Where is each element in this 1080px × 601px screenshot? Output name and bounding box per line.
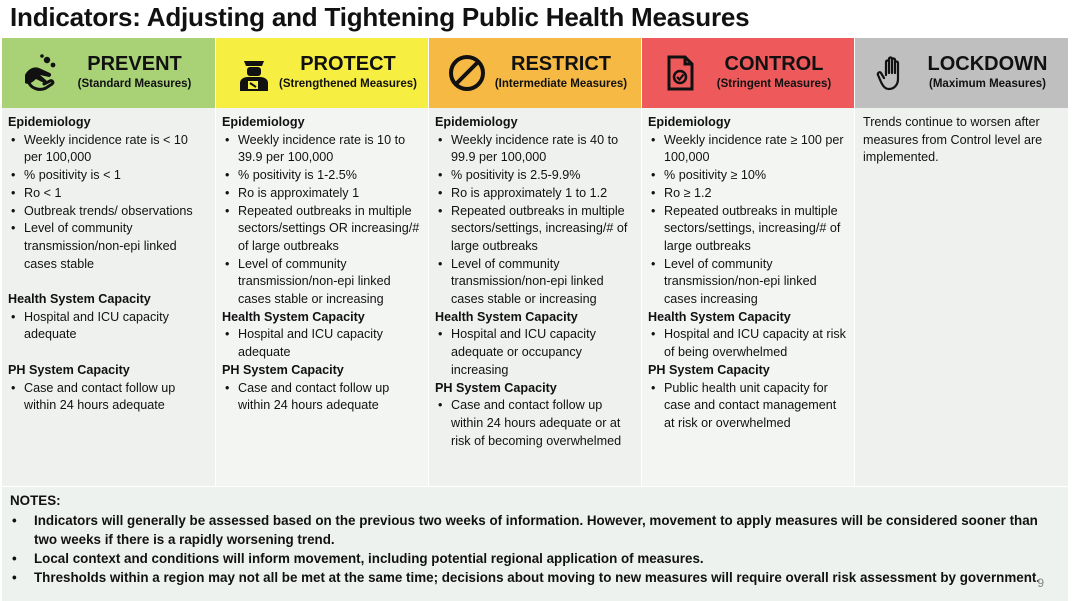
- level-name: CONTROL: [724, 53, 824, 75]
- indicator-table: [2, 38, 1068, 486]
- list-item: • Repeated outbreaks in multiple sectors/settings, increasing/# of large outbreaks: [664, 203, 848, 256]
- section-heading: Epidemiology: [8, 115, 91, 129]
- list-item: • Level of community transmission/non-epi linked cases stable or increasing: [238, 256, 422, 309]
- section-heading: PH System Capacity: [8, 362, 130, 377]
- notes-heading: NOTES:: [10, 493, 61, 508]
- header-restrict: [429, 38, 641, 108]
- criteria-restrict: [429, 108, 641, 486]
- hand-stop-icon: [873, 53, 913, 93]
- list-item: • Hospital and ICU capacity at risk of being overwhelmed: [664, 326, 848, 361]
- page-title: Indicators: Adjusting and Tightening Public Health Measures: [10, 2, 750, 32]
- section-heading: Epidemiology: [222, 115, 305, 129]
- column-protect: [216, 38, 429, 486]
- handwash-icon: [20, 53, 60, 93]
- level-name: PROTECT: [300, 53, 396, 75]
- lockdown-text: Trends continue to worsen after measures from Control level are implemented.: [863, 115, 1043, 165]
- level-subtitle: (Intermediate Measures): [494, 78, 628, 90]
- section-heading: Health System Capacity: [648, 309, 791, 324]
- column-lockdown: [855, 38, 1068, 486]
- document-icon: [660, 53, 700, 93]
- list-item: • Repeated outbreaks in multiple sectors/settings OR increasing/# of large outbreaks: [238, 203, 422, 256]
- criteria-protect: [216, 108, 428, 486]
- column-restrict: [429, 38, 642, 486]
- section-heading: PH System Capacity: [222, 362, 344, 377]
- level-subtitle: (Standard Measures): [77, 78, 192, 90]
- section-heading: Epidemiology: [648, 115, 731, 129]
- notes-section: [2, 487, 1068, 601]
- column-control: [642, 38, 855, 486]
- section-heading: Health System Capacity: [8, 292, 151, 307]
- level-subtitle: (Maximum Measures): [929, 78, 1046, 90]
- list-item: • Weekly incidence rate is 40 to 99.9 per 100,000: [451, 132, 635, 167]
- list-item: • Level of community transmission/non-epi linked cases stable or increasing: [451, 256, 635, 309]
- list-item: • Hospital and ICU capacity adequate: [24, 309, 209, 344]
- list-item: • % positivity is < 1: [24, 167, 209, 185]
- level-name: RESTRICT: [511, 53, 611, 75]
- criteria-lockdown: [855, 108, 1068, 486]
- prohibited-icon: [447, 53, 487, 93]
- criteria-control: [642, 108, 854, 486]
- section-heading: Health System Capacity: [435, 309, 578, 324]
- list-item: • Level of community transmission/non-epi linked cases increasing: [664, 256, 848, 309]
- list-item: • Outbreak trends/ observations: [24, 203, 209, 221]
- level-subtitle: (Strengthened Measures): [278, 78, 418, 90]
- header-protect: [216, 38, 428, 108]
- list-item: • Hospital and ICU capacity adequate: [238, 326, 422, 361]
- list-item: • Ro is approximately 1 to 1.2: [451, 185, 635, 203]
- list-item: • Weekly incidence rate ≥ 100 per 100,000: [664, 132, 848, 167]
- list-item: • Public health unit capacity for case and contact management at risk or overwhelmed: [664, 380, 848, 433]
- criteria-prevent: [2, 108, 215, 486]
- list-item: • Ro < 1: [24, 185, 209, 203]
- officer-icon: [234, 53, 274, 93]
- list-item: • Case and contact follow up within 24 hours adequate: [24, 380, 209, 415]
- page-number: 9: [1037, 576, 1044, 590]
- list-item: • Weekly incidence rate is < 10 per 100,000: [24, 132, 209, 167]
- level-name: PREVENT: [87, 53, 182, 75]
- list-item: • Weekly incidence rate is 10 to 39.9 per 100,000: [238, 132, 422, 167]
- section-heading: Health System Capacity: [222, 309, 365, 324]
- section-heading: PH System Capacity: [435, 380, 557, 395]
- list-item: • Case and contact follow up within 24 hours adequate: [238, 380, 422, 415]
- level-subtitle: (Stringent Measures): [716, 78, 832, 90]
- header-lockdown: [855, 38, 1068, 108]
- list-item: • Repeated outbreaks in multiple sectors/settings, increasing/# of large outbreaks: [451, 203, 635, 256]
- list-item: • Ro ≥ 1.2: [664, 185, 848, 203]
- header-prevent: [2, 38, 215, 108]
- list-item: • Level of community transmission/non-epi linked cases stable: [24, 220, 209, 273]
- note-item: • Indicators will generally be assessed based on the previous two weeks of information. However, movement to apply measures will be considered sooner than two weeks if there is a rapidly worsening trend.: [34, 511, 1060, 549]
- list-item: • % positivity ≥ 10%: [664, 167, 848, 185]
- list-item: • % positivity is 2.5-9.9%: [451, 167, 635, 185]
- note-item: • Thresholds within a region may not all be met at the same time; decisions about moving to new measures will require overall risk assessment by government.: [34, 568, 1060, 587]
- list-item: • Ro is approximately 1: [238, 185, 422, 203]
- section-heading: Epidemiology: [435, 115, 518, 129]
- header-control: [642, 38, 854, 108]
- list-item: • Hospital and ICU capacity adequate or occupancy increasing: [451, 326, 635, 379]
- list-item: • Case and contact follow up within 24 hours adequate or at risk of becoming overwhelmed: [451, 397, 635, 450]
- level-name: LOCKDOWN: [927, 53, 1048, 75]
- section-heading: PH System Capacity: [648, 362, 770, 377]
- list-item: • % positivity is 1-2.5%: [238, 167, 422, 185]
- note-item: • Local context and conditions will inform movement, including potential regional application of measures.: [34, 549, 1060, 568]
- column-prevent: [2, 38, 216, 486]
